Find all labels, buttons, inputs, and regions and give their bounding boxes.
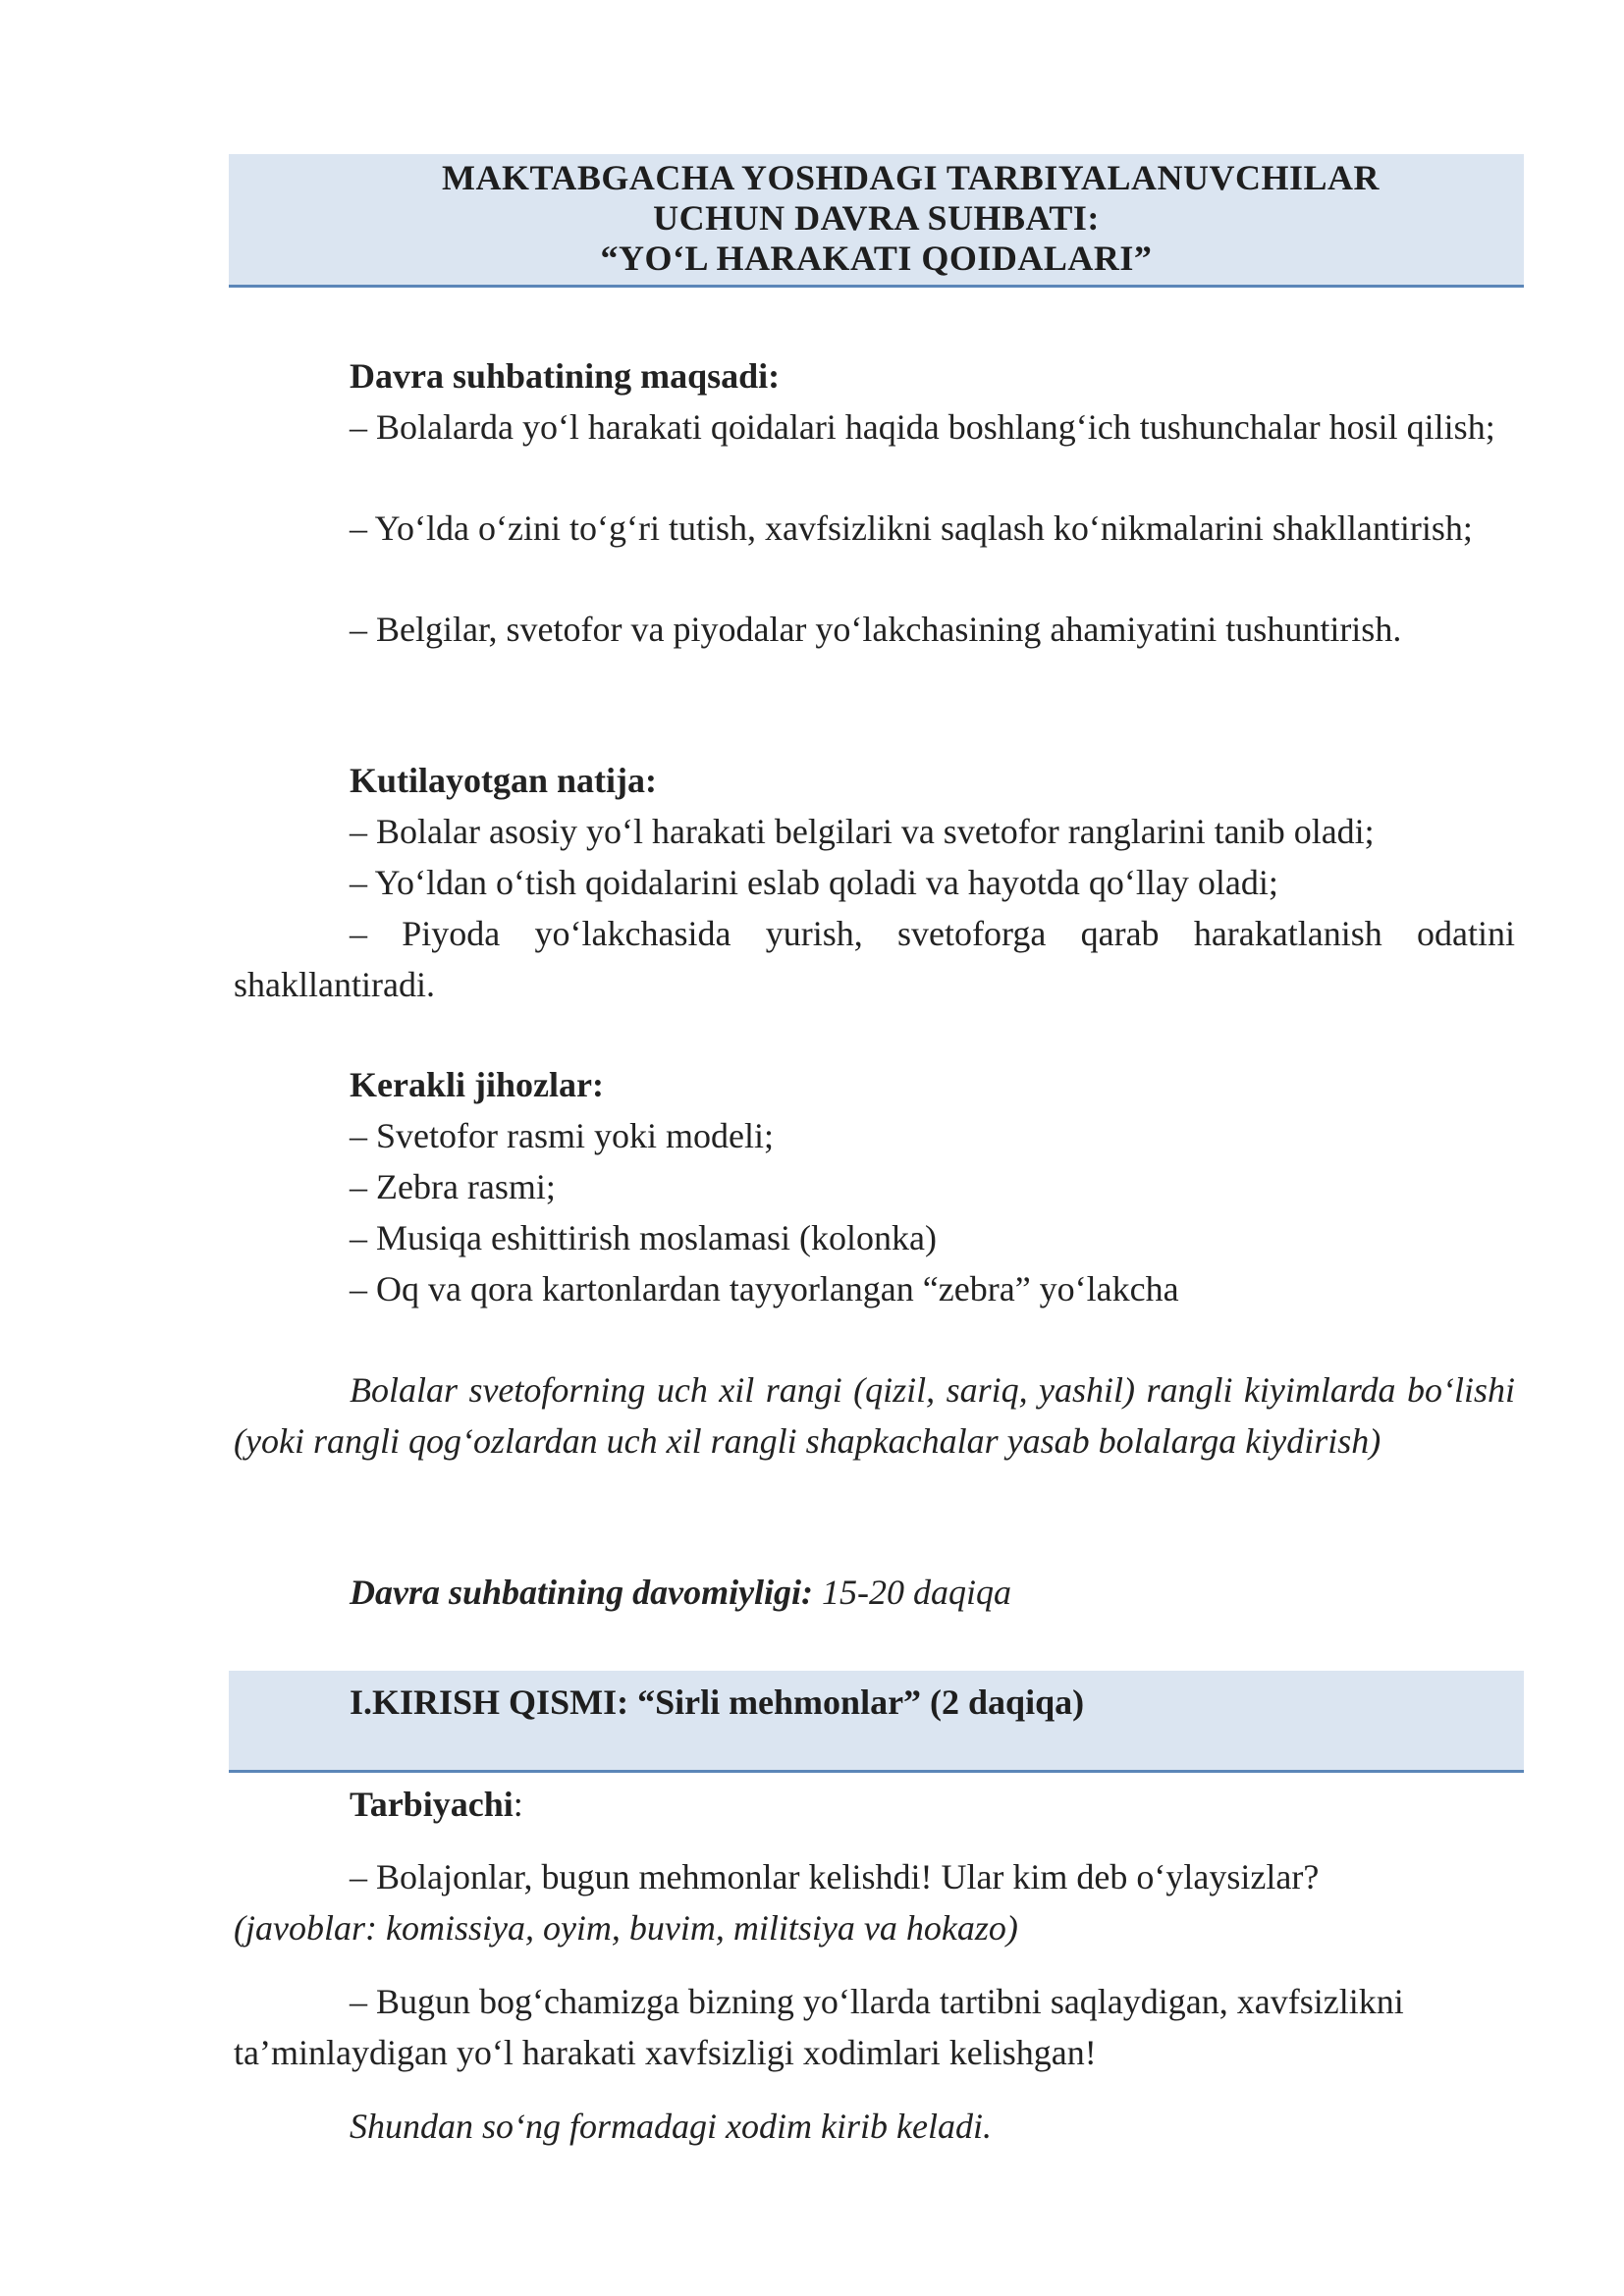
goals-item-1: – Bolalarda yo‘l harakati qoidalari haqida boshlang‘ich tushunchalar hosil qilish; [350, 407, 1495, 447]
equipment-heading: Kerakli jihozlar: [350, 1065, 604, 1104]
title-block [229, 154, 1524, 288]
equipment-item-4: – Oq va qora kartonlardan tayyorlangan “zebra” yo‘lakcha [350, 1269, 1179, 1308]
duration-label: Davra suhbatining davomiyligi: [350, 1573, 814, 1612]
speaker-colon: : [513, 1785, 523, 1824]
dialog-answers: (javoblar: komissiya, oyim, buvim, militsiya va hokazo) [234, 1908, 1018, 1948]
costume-note: Bolalar svetoforning uch xil rangi (qizil, sariq, yashil) rangli kiyimlarda bo‘lishi (yoki rangli qog‘ozlardan uch xil rangli shapkachalar yasab bolalarga kiydirish) [234, 1370, 1515, 1461]
goals-heading: Davra suhbatining maqsadi: [350, 356, 781, 396]
title-line-1: MAKTABGACHA YOSHDAGI TARBIYALANUVCHILAR [442, 158, 1380, 197]
results-item-2: – Yo‘ldan o‘tish qoidalarini eslab qoladi va hayotda qo‘llay oladi; [350, 863, 1278, 902]
results-heading: Kutilayotgan natija: [350, 761, 658, 800]
goals-item-3: – Belgilar, svetofor va piyodalar yo‘lakchasining ahamiyatini tushuntirish. [350, 610, 1402, 649]
dialog-line-2: – Bugun bog‘chamizga bizning yo‘llarda tartibni saqlaydigan, xavfsizlikni ta’minlaydigan yo‘l harakati xavfsizligi xodimlari kelishgan! [234, 1982, 1404, 2072]
stage-direction: Shundan so‘ng formadagi xodim kirib keladi. [350, 2107, 992, 2146]
dialog-line-1: – Bolajonlar, bugun mehmonlar kelishdi! Ular kim deb o‘ylaysizlar? [350, 1857, 1320, 1896]
section-header-box [229, 1671, 1524, 1773]
title-line-2: UCHUN DAVRA SUHBATI: [653, 198, 1100, 238]
equipment-item-1: – Svetofor rasmi yoki modeli; [350, 1116, 774, 1155]
results-item-3: – Piyoda yo‘lakchasida yurish, svetoforga qarab harakatlanish odatini shakllantiradi. [234, 914, 1515, 1004]
goals-item-2: – Yo‘lda o‘zini to‘g‘ri tutish, xavfsizlikni saqlash ko‘nikmalarini shakllantirish; [350, 508, 1473, 548]
duration-line [350, 1567, 1515, 1618]
equipment-item-3: – Musiqa eshittirish moslamasi (kolonka) [350, 1218, 937, 1257]
equipment-item-2: – Zebra rasmi; [350, 1167, 556, 1206]
duration-value: 15-20 daqiqa [813, 1573, 1012, 1612]
results-item-1: – Bolalar asosiy yo‘l harakati belgilari va svetofor ranglarini tanib oladi; [350, 812, 1375, 851]
speaker-name: Tarbiyachi [350, 1785, 514, 1824]
section-title: I.KIRISH QISMI: “Sirli mehmonlar” (2 daqiqa) [350, 1682, 1085, 1722]
title-line-3: “YO‘L HARAKATI QOIDALARI” [600, 239, 1153, 278]
speaker-line [350, 1779, 1515, 1830]
